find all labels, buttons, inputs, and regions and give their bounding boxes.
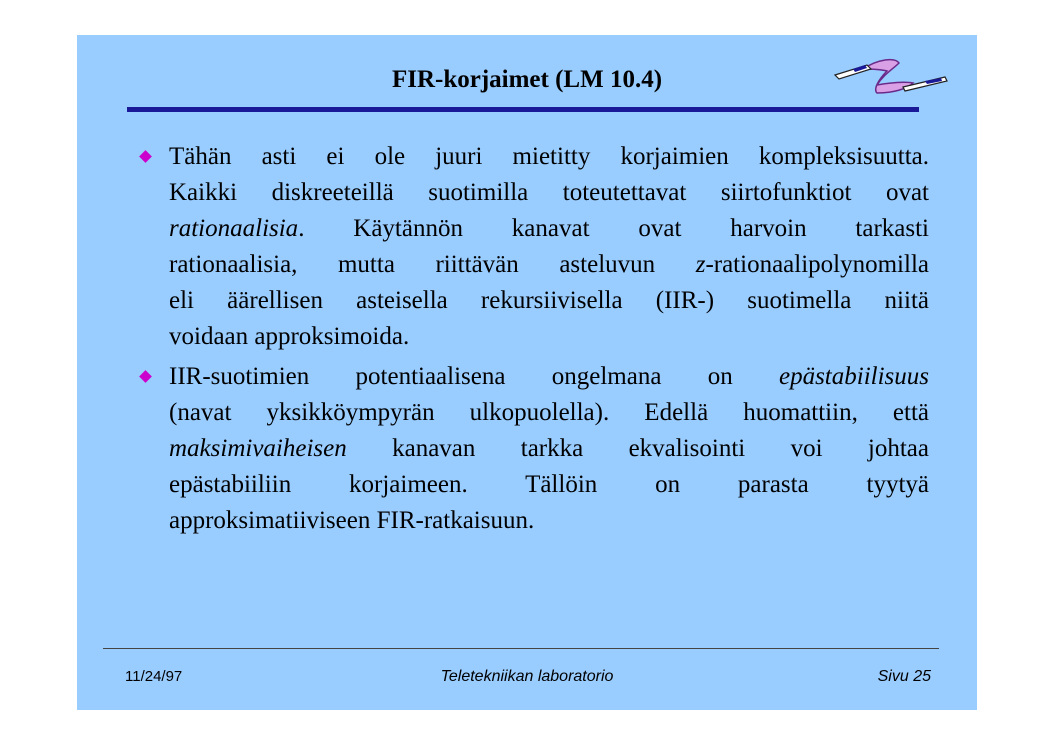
text-line: (navat yksikköympyrän ulkopuolella). Edellä huomattiin, että [169,399,929,426]
bullet-list [135,139,929,543]
text-line: voidaan approksimoida. [169,323,410,350]
bullet-item [135,139,929,355]
footer-page-number: Sivu 25 [877,668,931,685]
footer-rule [103,648,939,649]
title-rule [127,107,919,112]
footer-lab: Teletekniikan laboratorio [440,668,614,685]
text-line: approksimatiiviseen FIR-ratkaisuun. [169,507,535,534]
bullet-diamond-icon [139,150,152,163]
slide [77,35,977,710]
text-line: Tähän asti ei ole juuri mietitty korjaimien kompleksisuutta. [169,143,929,170]
text-line: epästabiiliin korjaimeen. Tällöin on parasta tyytyä [169,471,929,498]
text-line: eli äärellisen asteisella rekursiivisella (IIR-) suotimella niitä [169,287,929,314]
bullet-diamond-icon [139,370,152,383]
text-line: Kaikki diskreeteillä suotimilla toteutettavat siirtofunktiot ovat [169,179,929,206]
bullet-item [135,359,929,539]
logo-icon [833,53,949,99]
text-line: maksimivaiheisen kanavan tarkka ekvalisointi voi johtaa [169,435,929,462]
slide-title: FIR-korjaimet (LM 10.4) [391,66,663,93]
text-line: IIR-suotimien potentiaalisena ongelmana on epästabiilisuus [169,363,929,390]
text-line: rationaalisia. Käytännön kanavat ovat harvoin tarkasti [169,215,929,242]
footer-date: 11/24/97 [125,668,183,685]
text-line: rationaalisia, mutta riittävän asteluvun z-rationaalipolynomilla [169,251,929,278]
